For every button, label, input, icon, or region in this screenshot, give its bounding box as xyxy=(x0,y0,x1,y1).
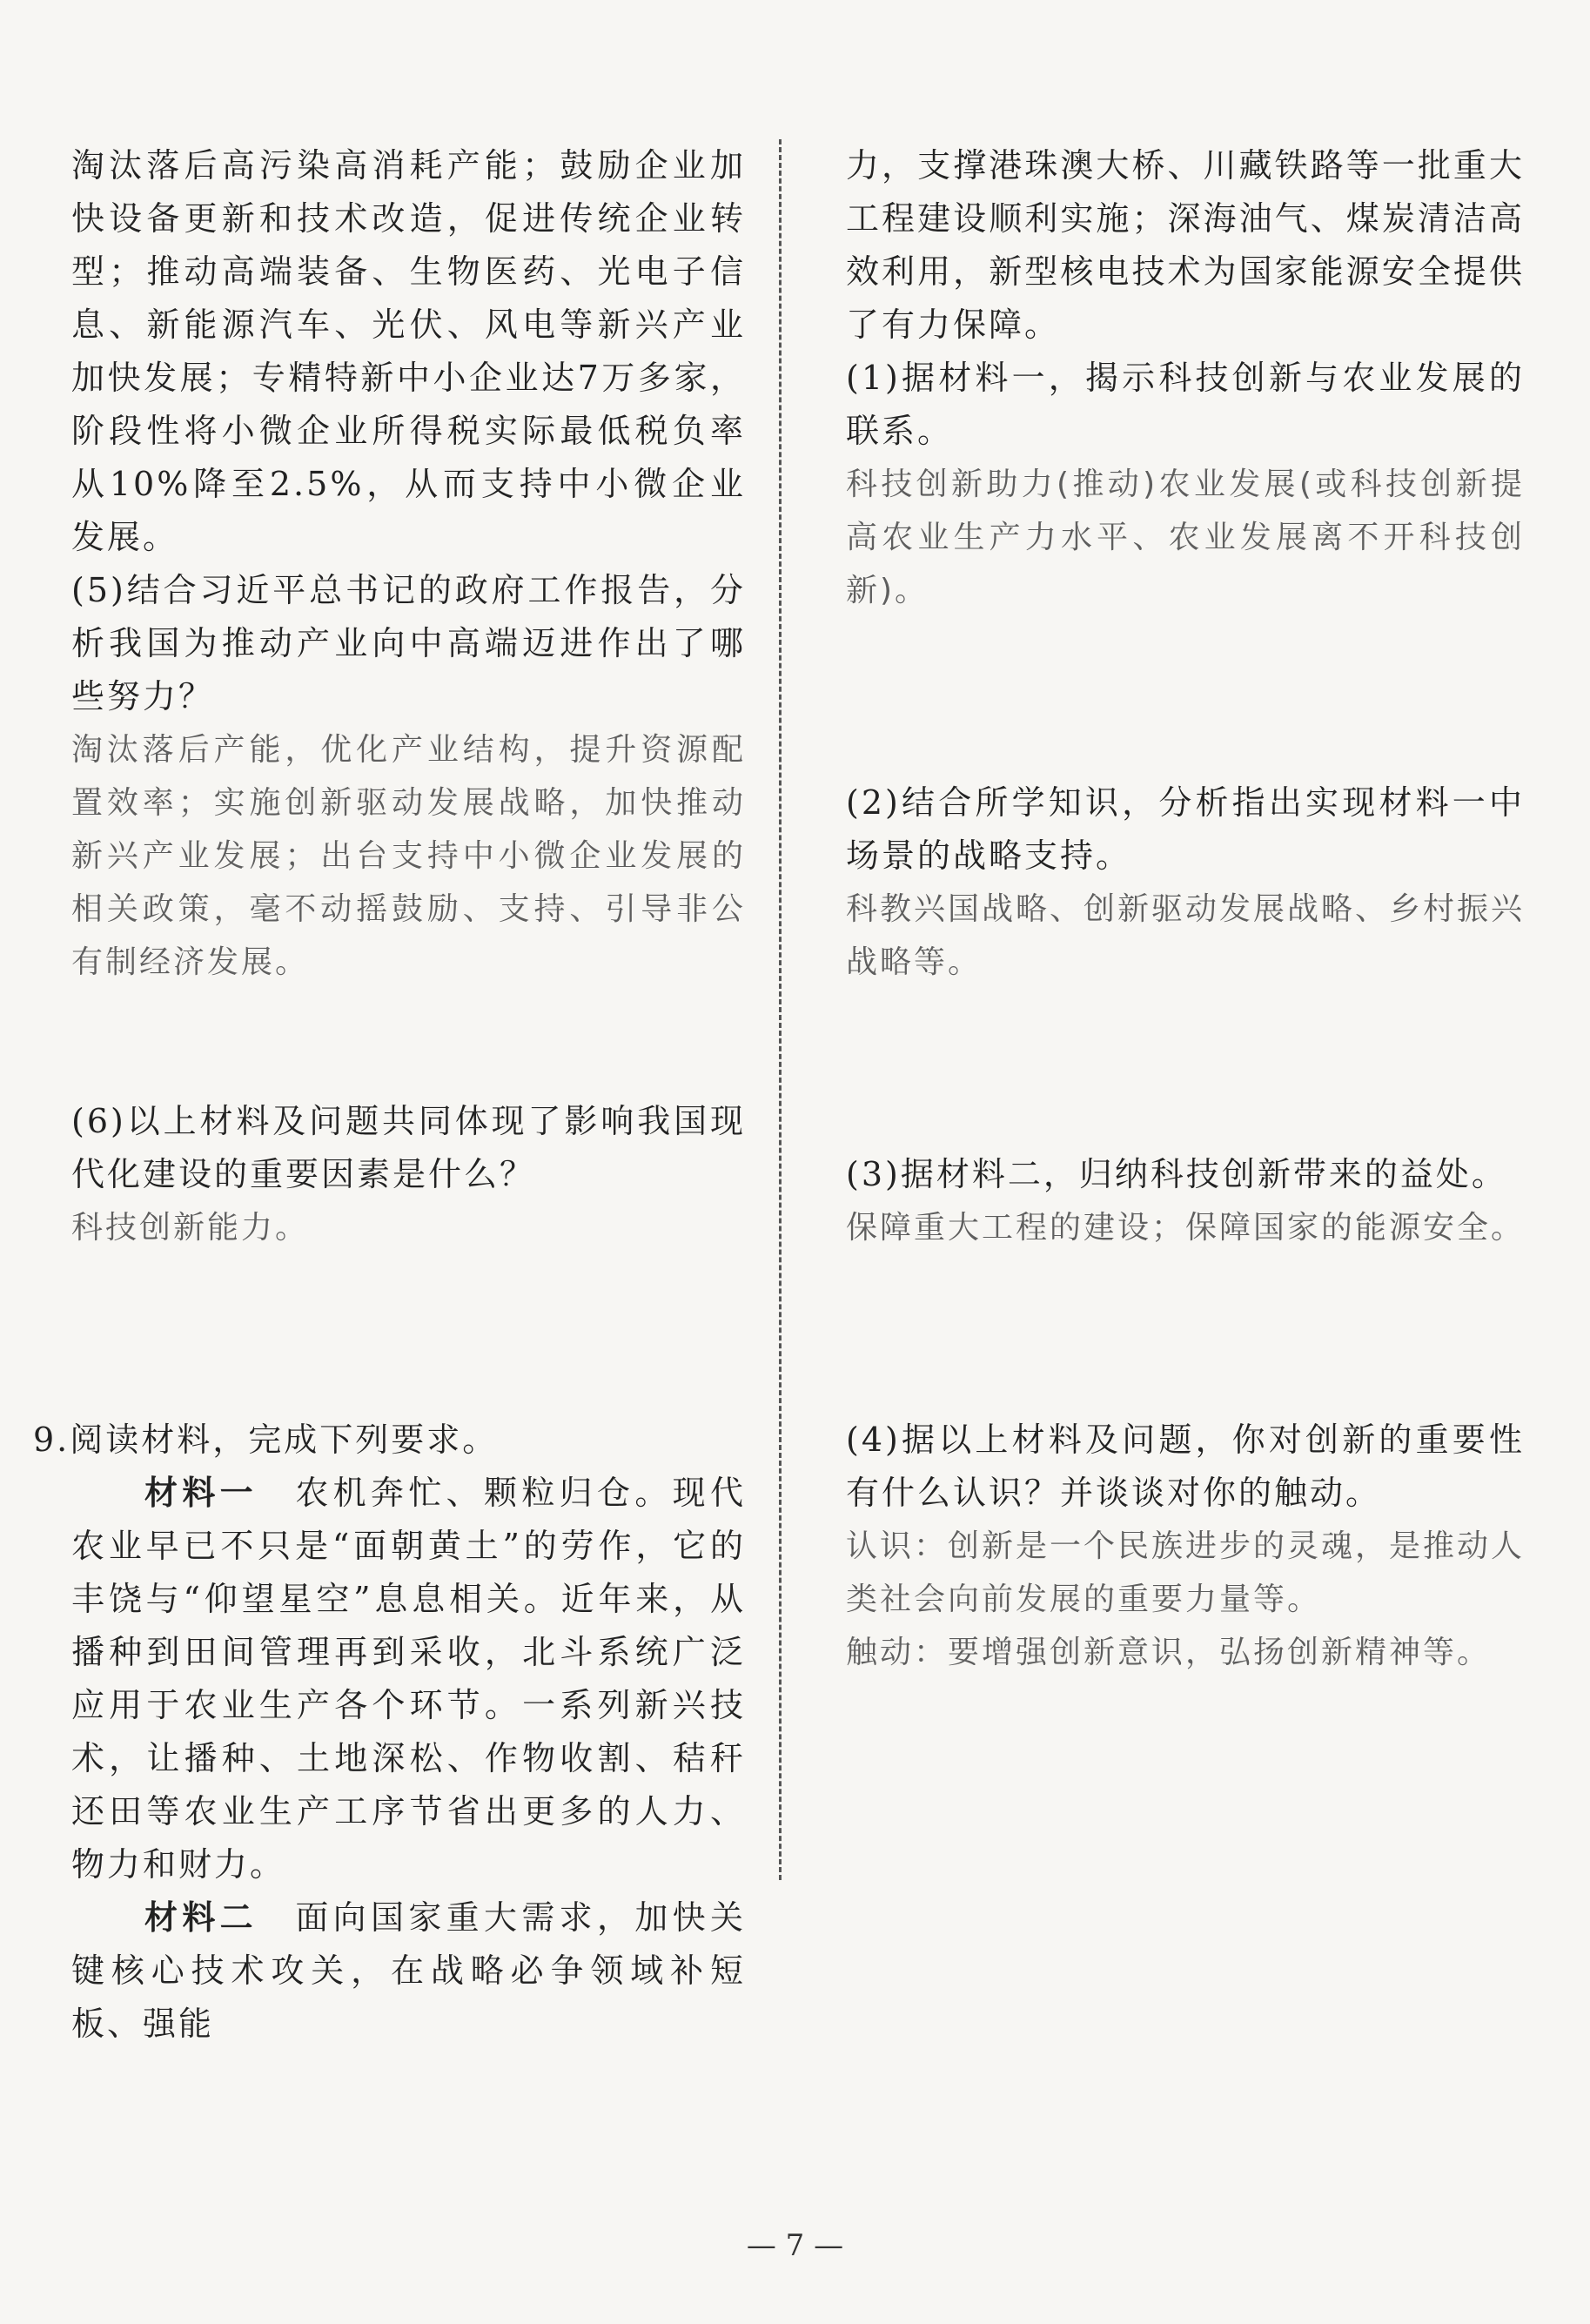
question-9-2: (2)结合所学知识，分析指出实现材料一中场景的战略支持。 xyxy=(846,783,1525,875)
question-9-1: (1)据材料一，揭示科技创新与农业发展的联系。 xyxy=(846,359,1525,450)
answer-9-1: 科技创新助力(推动)农业发展(或科技创新提高农业生产力水平、农业发展离不开科技创新)。 xyxy=(846,467,1525,608)
answer-9-4-understanding: 认识：创新是一个民族进步的灵魂，是推动人类社会向前发展的重要力量等。 xyxy=(846,1528,1526,1617)
material-one-label: 材料一 xyxy=(144,1474,258,1512)
material-two-label: 材料二 xyxy=(144,1898,258,1937)
material-one-text: 农机奔忙、颗粒归仓。现代农业早已不只是“面朝黄土”的劳作，它的丰饶与“仰望星空”息息相关。近年来，从播种到田间管理再到采收，北斗系统广泛应用于农业生产各个环节。一系列新兴技术，让播种、土地深松、作物收割、秸秆还田等农业生产工序节省出更多的人力、物力和财力。 xyxy=(71,1474,746,1884)
left-column xyxy=(33,139,746,2051)
question-6: (6)以上材料及问题共同体现了影响我国现代化建设的重要因素是什么？ xyxy=(71,1102,746,1193)
answer-6: 科技创新能力。 xyxy=(71,1210,310,1246)
question-9-heading: 9.阅读材料，完成下列要求。 xyxy=(33,1421,499,1459)
material-one xyxy=(71,1467,746,1891)
question-9-3: (3)据材料二，归纳科技创新带来的益处。 xyxy=(846,1155,1507,1193)
question-5: (5)结合习近平总书记的政府工作报告，分析我国为推动产业向中高端迈进作出了哪些努力？ xyxy=(71,571,746,715)
page-number: — 7 — xyxy=(746,2228,844,2263)
material-two xyxy=(71,1891,746,2051)
material-two-text: 面向国家重大需求，加快关键核心技术攻关，在战略必争领域补短板、强能 xyxy=(71,1898,746,2043)
answer-9-4-impact: 触动：要增强创新意识，弘扬创新精神等。 xyxy=(846,1635,1492,1670)
question-9-4: (4)据以上材料及问题，你对创新的重要性有什么认识？并谈谈对你的触动。 xyxy=(846,1421,1525,1512)
answer-9-3: 保障重大工程的建设；保障国家的能源安全。 xyxy=(846,1210,1526,1246)
right-column xyxy=(846,139,1525,1679)
material-continuation: 淘汰落后高污染高消耗产能；鼓励企业加快设备更新和技术改造，促进传统企业转型；推动高端装备、生物医药、光电子信息、新能源汽车、光伏、风电等新兴产业加快发展；专精特新中小企业达7万多家，阶段性将小微企业所得税实际最低税负率从10%降至2.5%，从而支持中小微企业发展。 xyxy=(71,146,746,556)
answer-9-2: 科教兴国战略、创新驱动发展战略、乡村振兴战略等。 xyxy=(846,891,1526,980)
answer-5: 淘汰落后产能，优化产业结构，提升资源配置效率；实施创新驱动发展战略，加快推动新兴产业发展；出台支持中小微企业发展的相关政策，毫不动摇鼓励、支持、引导非公有制经济发展。 xyxy=(71,732,746,980)
column-divider xyxy=(779,139,782,1880)
material-two-continuation: 力，支撑港珠澳大桥、川藏铁路等一批重大工程建设顺利实施；深海油气、煤炭清洁高效利用，新型核电技术为国家能源安全提供了有力保障。 xyxy=(846,146,1525,344)
